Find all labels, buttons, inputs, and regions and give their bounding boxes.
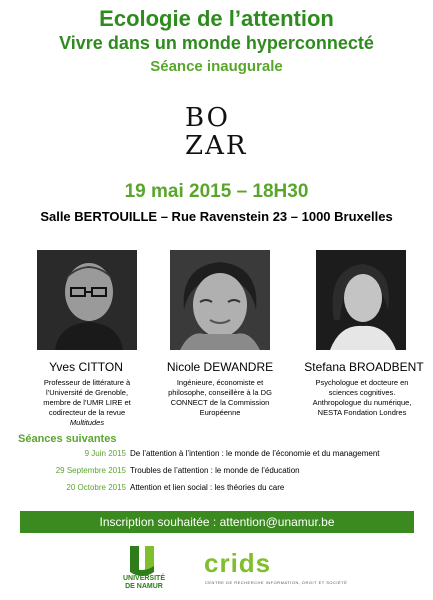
session-topic: Attention et lien social : les théories du care [130,483,285,492]
session-topic: De l’attention à l’intention : le monde de l’économie et du management [130,449,380,458]
session-date: 29 Septembre 2015 [55,466,126,475]
bio-line: membre de l’UMR LIRE et [43,398,131,407]
speaker-bio-nicole-dewandre [168,378,272,418]
bozar-logo-line2: ZAR [185,131,248,161]
bio-line: NESTA Fondation Londres [317,408,407,417]
bio-line: sciences cognitives. [328,388,396,397]
speaker-name-stefana-broadbent: Stefana BROADBENT [304,360,424,374]
poster-subtitle: Vivre dans un monde hyperconnecté [59,33,374,53]
unamur-logo-text [114,575,174,591]
bio-line: l’Université de Grenoble, [45,388,129,397]
speaker-name-yves-citton: Yves CITTON [49,360,123,374]
crids-tagline: CENTRE DE RECHERCHE INFORMATION, DROIT ET SOCIÉTÉ [205,580,348,585]
speaker-photo-stefana-broadbent [316,250,406,350]
speaker-bio-stefana-broadbent [312,378,412,418]
event-label: Séance inaugurale [150,58,283,75]
session-topic: Troubles de l’attention : le monde de l’éducation [130,466,300,475]
bio-line: Psychologue et docteure en [315,378,409,387]
poster-title: Ecologie de l’attention [99,6,334,31]
bozar-logo-line1: BO [185,103,230,133]
session-date: 9 Juin 2015 [84,449,126,458]
bio-line: Ingénieure, économiste et [176,378,264,387]
bio-line: Européenne [199,408,241,417]
speaker-name-nicole-dewandre: Nicole DEWANDRE [166,360,274,374]
speaker-bio-yves-citton [32,378,142,428]
bio-line: codirecteur de la revue [48,408,126,417]
unamur-line2: DE NAMUR [125,583,163,590]
event-venue: Salle BERTOUILLE – Rue Ravenstein 23 – 1000 Bruxelles [40,209,393,224]
speaker-photo-yves-citton [37,250,137,350]
session-date: 20 Octobre 2015 [66,483,126,492]
registration-banner[interactable]: Inscription souhaitée : attention@unamur.be [20,511,414,533]
bio-line: Professeur de littérature à [43,378,131,387]
bozar-logo [185,104,247,160]
speaker-photo-nicole-dewandre [170,250,270,350]
bio-line: CONNECT de la Commission [170,398,270,407]
crids-logo: crids [204,548,272,578]
event-date: 19 mai 2015 – 18H30 [124,181,309,202]
bio-line: Anthropologue du numérique, [312,398,412,407]
sessions-heading: Séances suivantes [18,433,117,445]
bio-line: philosophe, conseillère à la DG [168,388,272,397]
unamur-line1: UNIVERSITÉ [122,575,165,582]
bio-line-journal: Multitudes [69,418,105,427]
